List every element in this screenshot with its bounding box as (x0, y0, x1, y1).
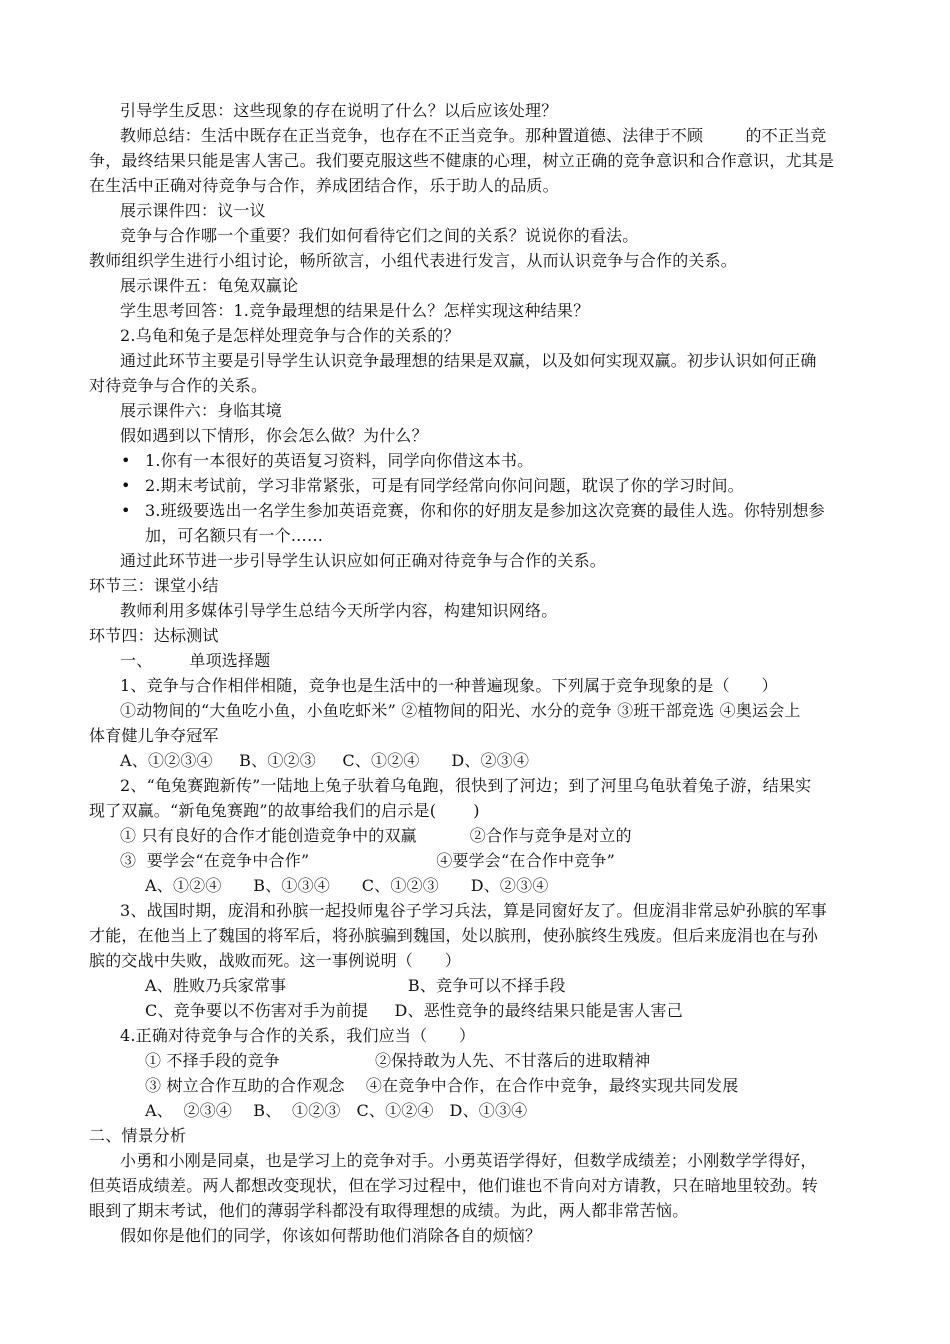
question-text: 现了双赢。“新龟兔赛跑”的故事给我们的启示是( ) (89, 801, 480, 820)
section-heading: 环节三：课堂小结 (89, 576, 219, 595)
answer-options: A、胜败乃兵家常事 B、竞争可以不择手段 (145, 976, 566, 995)
answer-options: A、 ②③④ B、 ①②③ C、①②④ D、①③④ (145, 1101, 528, 1120)
text-line: 竞争与合作哪一个重要？我们如何看待它们之间的关系？说说你的看法。 (120, 226, 639, 245)
text-line: 通过此环节进一步引导学生认识应如何正确对待竞争与合作的关系。 (120, 551, 607, 570)
text-line: 2.乌龟和兔子是怎样处理竞争与合作的关系的？ (120, 326, 460, 345)
question: 2、“龟兔赛跑新传”一陆地上兔子驮着乌龟跑，很快到了河边；到了河里乌龟驮着兔子游，结果实 (120, 776, 812, 795)
text-line: 引导学生反思：这些现象的存在说明了什么？以后应该处理？ (120, 101, 558, 120)
section-heading: 展示课件四：议一议 (120, 201, 266, 220)
question-text: ③ 树立合作互助的合作观念 ④在竞争中合作，在合作中竞争，最终实现共同发展 (145, 1076, 739, 1095)
question-text: 才能，在他当上了魏国的将军后，将孙膑骗到魏国，处以膑刑，使孙膑终生残废。但后来庞涓也在与孙 (89, 926, 819, 945)
question-text: ③ 要学会“在竞争中合作” ④要学会“在合作中竞争” (120, 851, 615, 870)
text-line: 假如遇到以下情形，你会怎么做？为什么？ (120, 426, 428, 445)
answer-options: C、竞争要以不伤害对手为前提 D、恶性竞争的最终结果只能是害人害己 (145, 1001, 683, 1020)
text-line: 在生活中正确对待竞争与合作，养成团结合作，乐于助人的品质。 (89, 176, 559, 195)
text-line: 争，最终结果只能是害人害己。我们要克服这些不健康的心理，树立正确的竞争意识和合作意识，尤其是 (89, 151, 835, 170)
subsection-heading: 一、 单项选择题 (120, 651, 271, 670)
question-text: ①动物间的“大鱼吃小鱼，小鱼吃虾米” ②植物间的阳光、水分的竞争 ③班干部竞选 ④奥运会上 (120, 701, 801, 720)
question-text: 膑的交战中失败，战败而死。这一事例说明（ ） (89, 951, 461, 970)
answer-options: A、①②④ B、①③④ C、①②③ D、②③④ (145, 876, 549, 895)
list-item: 3.班级要选出一名学生参加英语竞赛，你和你的好朋友是参加这次竞赛的最佳人选。你特别想参 (145, 501, 825, 520)
section-heading: 环节四：达标测试 (89, 626, 219, 645)
text-line: 教师利用多媒体引导学生总结今天所学内容，构建知识网络。 (120, 601, 558, 620)
text-line: 但英语成绩差。两人都想改变现状，但在学习过程中，他们谁也不肯向对方请教，只在暗地里较劲。转 (89, 1176, 819, 1195)
question-text: ① 只有良好的合作才能创造竞争中的双赢 ②合作与竞争是对立的 (120, 826, 632, 845)
text-line: 假如你是他们的同学，你该如何帮助他们消除各自的烦恼？ (120, 1226, 542, 1245)
question: 1、竞争与合作相伴相随，竞争也是生活中的一种普遍现象。下列属于竞争现象的是（ ） (120, 676, 778, 695)
text-line: 通过此环节主要是引导学生认识竞争最理想的结果是双赢，以及如何实现双赢。初步认识如何正确 (120, 351, 817, 370)
section-heading: 展示课件六：身临其境 (120, 401, 283, 420)
text-line: 教师总结：生活中既存在正当竞争，也存在不正当竞争。那种置道德、法律于不顾 的不正当竞 (120, 126, 827, 145)
answer-options: A、①②③④ B、①②③ C、①②④ D、②③④ (120, 751, 530, 770)
question-text: 体育健儿争夺冠军 (89, 726, 219, 745)
text-line: 教师组织学生进行小组讨论，畅所欲言，小组代表进行发言，从而认识竞争与合作的关系。 (89, 251, 738, 270)
question-text: ① 不择手段的竞争 ②保持敢为人先、不甘落后的进取精神 (145, 1051, 651, 1070)
bullet-icon: • (121, 476, 131, 495)
text-line: 学生思考回答：1.竞争最理想的结果是什么？怎样实现这种结果？ (120, 301, 590, 320)
text-line: 眼到了期末考试，他们的薄弱学科都没有取得理想的成绩。为此，两人都非常苦恼。 (89, 1201, 689, 1220)
bullet-icon: • (121, 451, 131, 470)
list-item: 1.你有一本很好的英语复习资料，同学向你借这本书。 (145, 451, 534, 470)
section-heading: 二、情景分析 (89, 1126, 187, 1145)
list-item-continuation: 加，可名额只有一个…… (145, 526, 324, 545)
text-line: 小勇和小刚是同桌，也是学习上的竞争对手。小勇英语学得好，但数学成绩差；小刚数学学得好， (120, 1151, 817, 1170)
question: 3、战国时期，庞涓和孙膑一起投师鬼谷子学习兵法，算是同窗好友了。但庞涓非常忌妒孙膑的军事 (120, 901, 827, 920)
text-line: 对待竞争与合作的关系。 (89, 376, 268, 395)
bullet-icon: • (121, 501, 131, 520)
question: 4.正确对待竞争与合作的关系，我们应当（ ） (120, 1026, 476, 1045)
section-heading: 展示课件五：龟兔双赢论 (120, 276, 299, 295)
list-item: 2.期末考试前，学习非常紧张，可是有同学经常向你问问题，耽误了你的学习时间。 (145, 476, 744, 495)
